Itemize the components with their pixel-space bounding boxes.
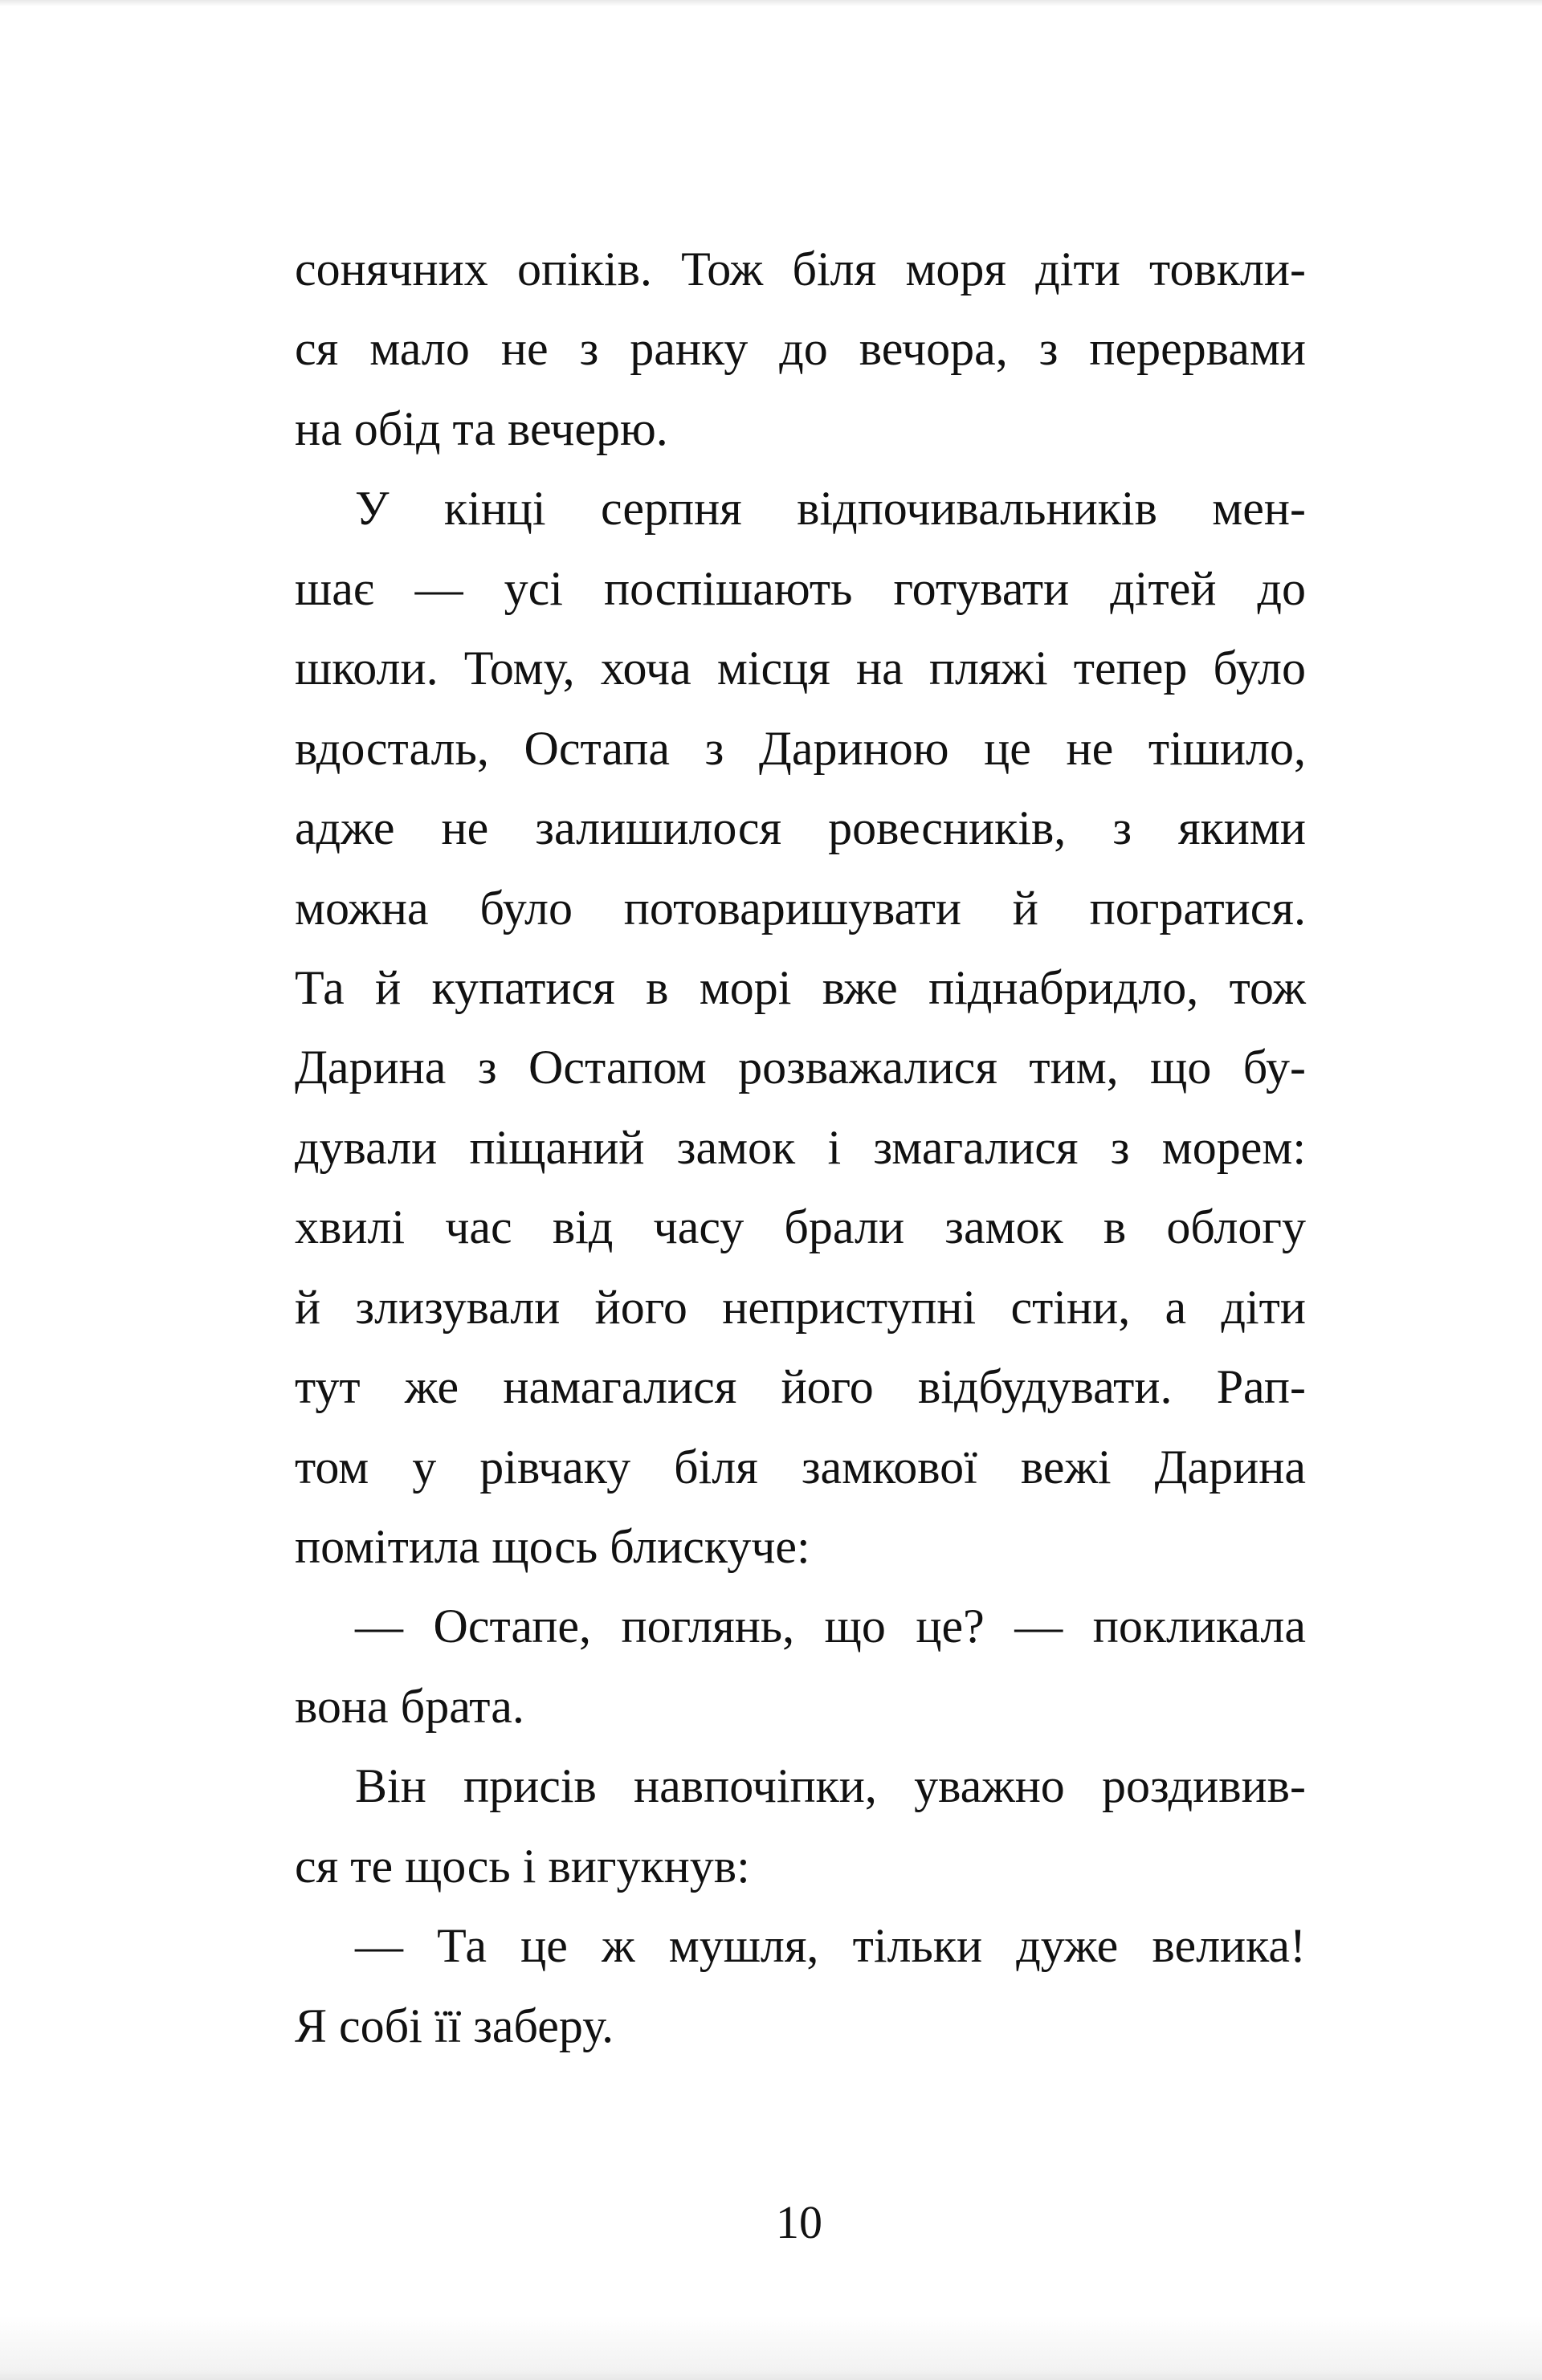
text-line: — Та це ж мушля, тільки дуже велика! [355, 1919, 1306, 1973]
text-line: адже не залишилося ровесників, з якими [295, 801, 1306, 855]
text-line: дували піщаний замок і змагалися з морем: [295, 1120, 1306, 1174]
text-line: У кінці серпня відпочивальників мен- [355, 482, 1306, 536]
text-line: вона брата. [295, 1679, 524, 1733]
text-line: Я собі її заберу. [295, 1999, 614, 2052]
text-line: й злизували його неприступні стіни, а діти [295, 1280, 1306, 1334]
text-line: школи. Тому, хоча місця на пляжі тепер було [295, 642, 1306, 695]
text-line: вдосталь, Остапа з Дариною це не тішило, [295, 721, 1306, 775]
text-line: — Остапе, поглянь, що це? — покликала [355, 1600, 1306, 1653]
text-line: помітила щось блискуче: [295, 1520, 810, 1573]
text-line: на обід та вечерю. [295, 401, 668, 455]
text-line: том у рівчаку біля замкової вежі Дарина [295, 1440, 1306, 1494]
text-line: хвилі час від часу брали замок в облогу [295, 1200, 1306, 1254]
text-line: тут же намагалися його відбудувати. Рап- [295, 1360, 1306, 1414]
text-line: сонячних опіків. Тож біля моря діти товкли- [295, 242, 1306, 295]
text-line: шає — усі поспішають готувати дітей до [295, 561, 1306, 615]
text-line: ся те щось і вигукнув: [295, 1839, 750, 1893]
text-line: Дарина з Остапом розважалися тим, що бу- [295, 1041, 1306, 1094]
text-line: Він присів навпочіпки, уважно роздивив- [355, 1759, 1306, 1813]
text-line: ся мало не з ранку до вечора, з перервами [295, 322, 1306, 376]
page-bottom-edge-shadow [0, 2316, 1542, 2380]
book-page-body-text [295, 230, 1306, 2066]
text-line: можна було потоваришувати й погратися. [295, 881, 1306, 935]
page-top-edge-shadow [0, 0, 1542, 6]
text-line: Та й купатися в морі вже піднабридло, тож [295, 960, 1306, 1014]
page-number: 10 [776, 2196, 822, 2248]
